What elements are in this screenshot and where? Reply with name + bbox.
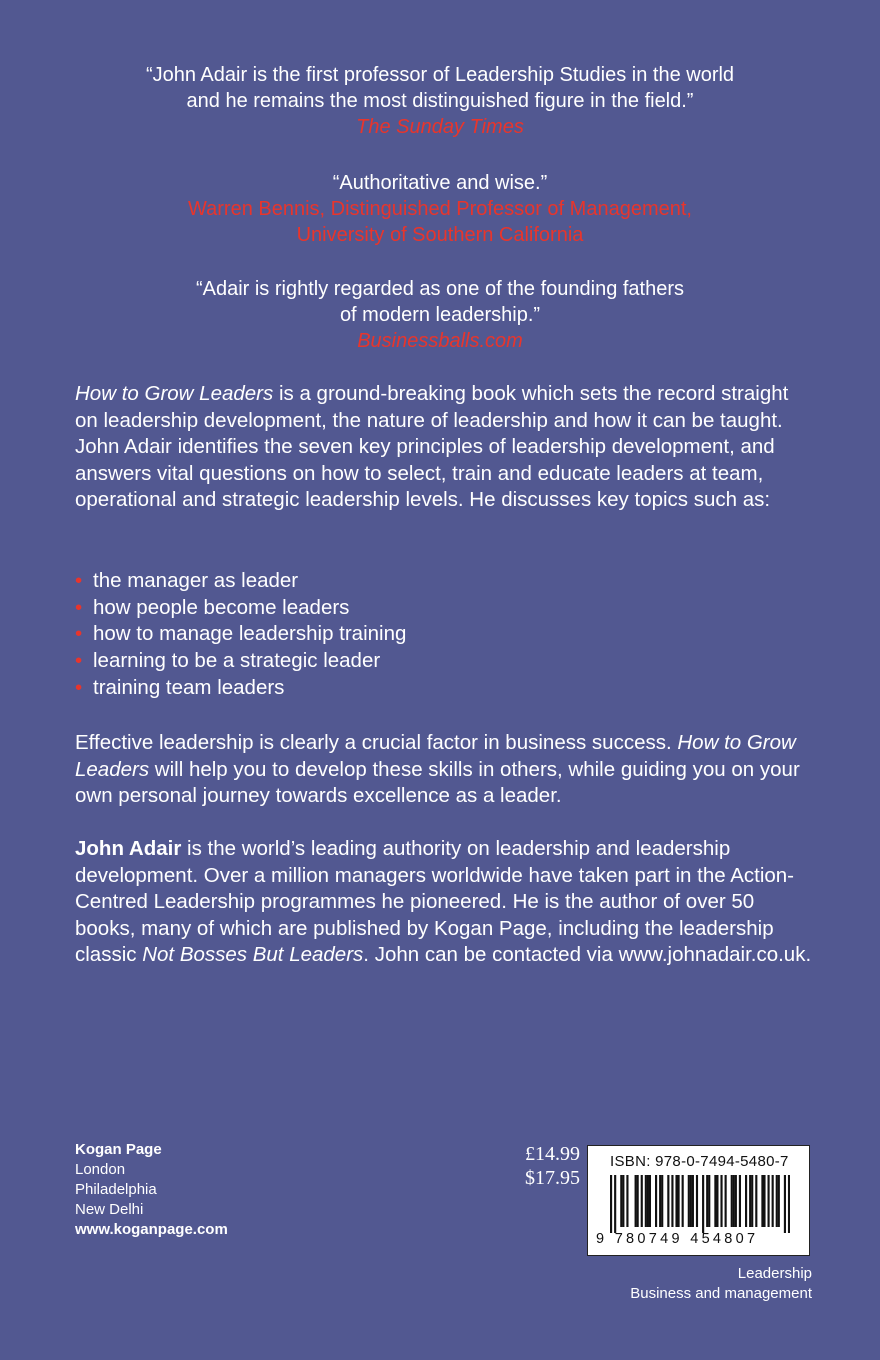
- list-item: • the manager as leader: [75, 568, 406, 595]
- list-item: • how to manage leadership training: [75, 621, 406, 648]
- publisher-city: New Delhi: [75, 1201, 144, 1218]
- classic-title: Not Bosses But Leaders: [142, 943, 364, 966]
- quote-3-source: Businessballs.com: [357, 330, 523, 352]
- quote-1-line-1: “John Adair is the first professor of Leadership Studies in the world: [145, 64, 735, 86]
- publisher-info: [75, 1140, 228, 1240]
- bullet-icon: •: [75, 569, 83, 592]
- isbn-barcode-box: [587, 1145, 810, 1256]
- price-usd: $17.95: [525, 1167, 580, 1189]
- list-item: • learning to be a strategic leader: [75, 648, 406, 675]
- publisher-city: London: [75, 1161, 126, 1178]
- quote-3-line-1: “Adair is rightly regarded as one of the founding fathers: [195, 278, 685, 300]
- barcode-icon: [610, 1175, 790, 1233]
- quote-2-line-1: “Authoritative and wise.”: [332, 172, 548, 194]
- bullet-icon: •: [75, 595, 83, 619]
- quote-1: [0, 62, 880, 140]
- quote-1-line-2: and he remains the most distinguished figure in the field.”: [186, 90, 694, 112]
- summary-paragraph: Effective leadership is clearly a crucial factor in business success. How to Grow Leaders will help you to develop these skills in others, while guiding you on your own personal journey towards excellence as a leader.: [75, 731, 800, 807]
- publisher-city: Philadelphia: [75, 1181, 157, 1198]
- list-item: • training team leaders: [75, 675, 406, 702]
- list-item: • how people become leaders: [75, 595, 406, 622]
- publisher-name: Kogan Page: [75, 1141, 162, 1158]
- summary-book-title: How to Grow Leaders: [75, 731, 796, 781]
- isbn-digits: 9 780749 454807: [596, 1231, 759, 1247]
- author-name: John Adair: [75, 837, 182, 860]
- bullet-icon: •: [75, 622, 83, 646]
- quote-1-source: The Sunday Times: [356, 116, 524, 138]
- quote-2-source-line-2: University of Southern California: [296, 224, 584, 246]
- bullet-icon: •: [75, 675, 83, 699]
- prices: [510, 1142, 580, 1190]
- category-info: [630, 1264, 812, 1304]
- category-primary: Leadership: [737, 1265, 812, 1282]
- description-paragraph: [75, 381, 815, 514]
- category-secondary: Business and management: [630, 1285, 812, 1302]
- key-topics-list: [75, 568, 406, 702]
- author-bio: John Adair is the world’s leading authority on leadership and leadership development. Over a million managers worldwide have taken part in the Action-Centred Leadership programmes he pioneered. He is the author of over 50 books, many of which are published by Kogan Page, including the leadership classic Not Bosses But Leaders. John can be contacted via www.johnadair.co.uk.: [75, 837, 812, 966]
- description-book-title: How to Grow Leaders: [75, 382, 274, 405]
- quote-3-line-2: of modern leadership.”: [339, 304, 541, 326]
- description-text: is a ground-breaking book which sets the record straight on leadership development, the nature of leadership and how it can be taught. John Adair identifies the seven key principles of leadership development, and answers vital questions on how to select, train and educate leaders at team, operational and strategic leadership levels. He discusses key topics such as:: [75, 382, 789, 511]
- bullet-icon: •: [75, 649, 83, 673]
- quote-2: [0, 170, 880, 248]
- publisher-website: www.koganpage.com: [75, 1221, 228, 1238]
- isbn-label: ISBN: 978-0-7494-5480-7: [610, 1153, 789, 1170]
- quote-3: [0, 276, 880, 354]
- price-gbp: £14.99: [525, 1143, 580, 1165]
- quote-2-source-line-1: Warren Bennis, Distinguished Professor of Management,: [188, 198, 692, 220]
